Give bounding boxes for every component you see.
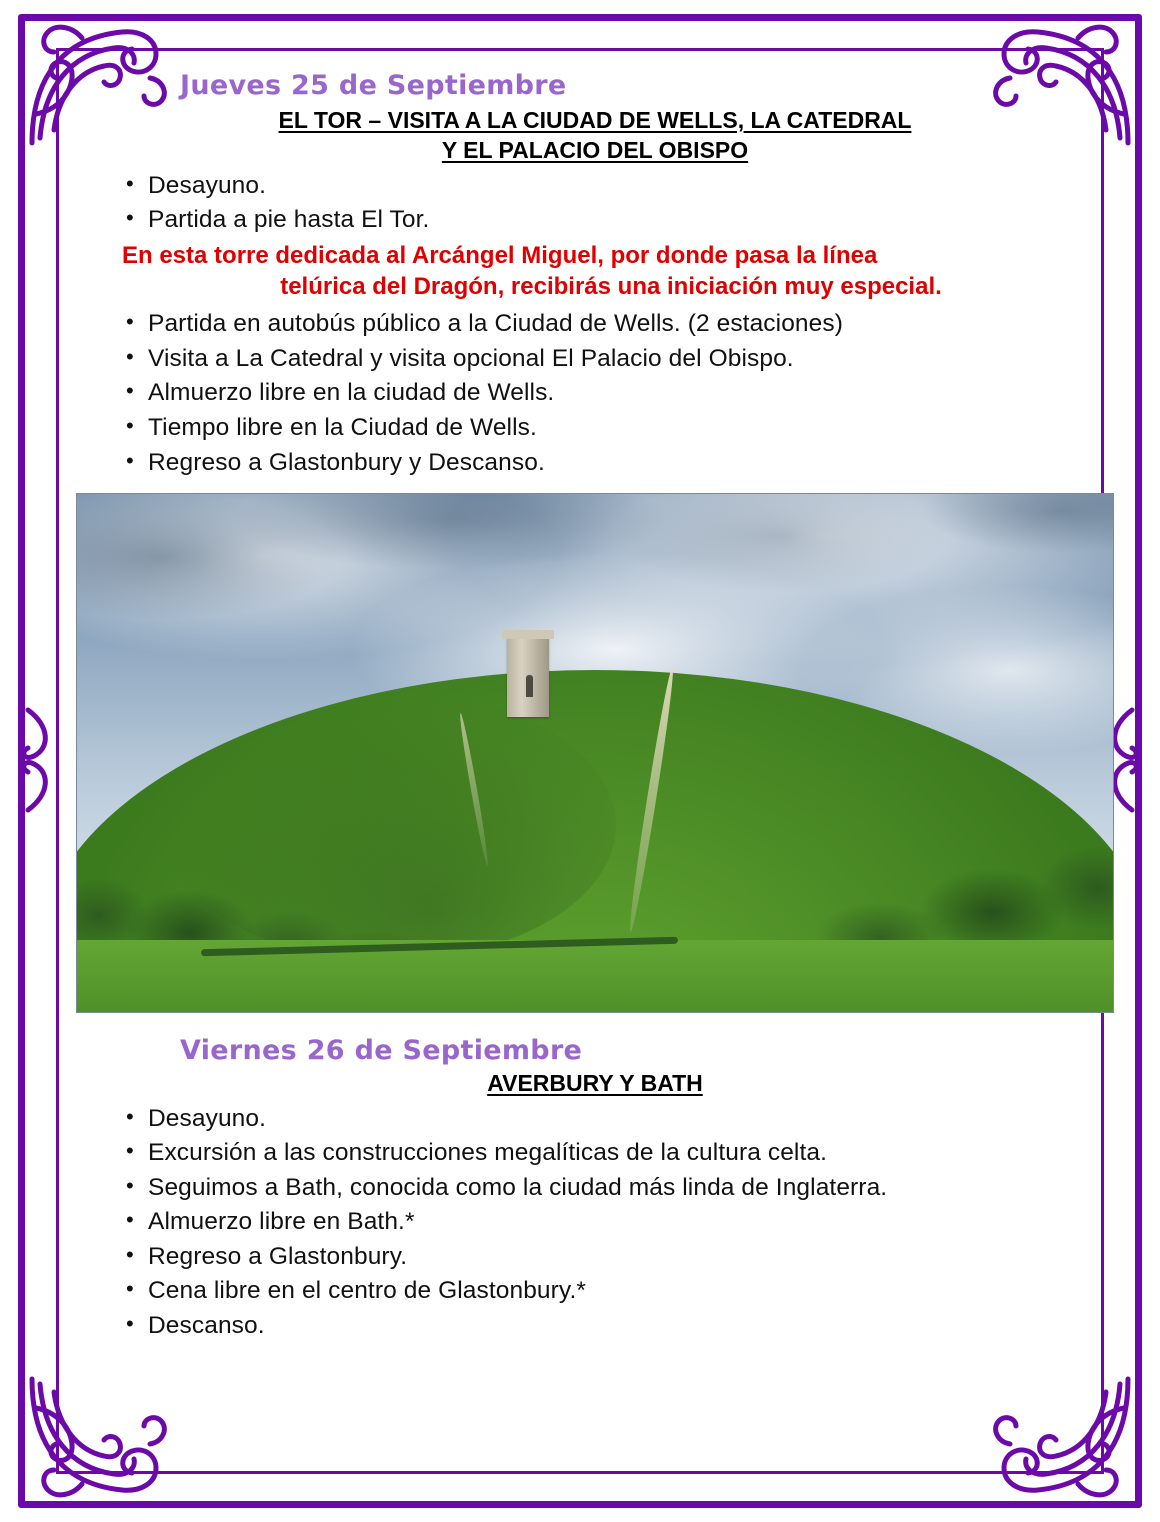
activity-list-thursday-top (72, 170, 1088, 237)
section-heading-line1: EL TOR – VISITA A LA CIUDAD DE WELLS, LA CATEDRAL (278, 107, 912, 133)
highlight-note-line2: telúrica del Dragón, recibirás una iniciación muy especial. (280, 272, 942, 300)
list-item: • Visita a La Catedral y visita opcional El Palacio del Obispo. (126, 343, 1088, 376)
section-heading-line1: AVERBURY Y BATH (487, 1070, 703, 1097)
side-flourish-icon (20, 700, 66, 820)
day-title-friday: Viernes 26 de Septiembre (180, 1035, 583, 1067)
list-item: • Descanso. (126, 1310, 1088, 1343)
list-item: • Almuerzo libre en la ciudad de Wells. (126, 377, 1088, 410)
day-title-thursday: Jueves 25 de Septiembre (180, 70, 567, 101)
activity-list-friday (72, 1103, 1088, 1343)
list-item: • Seguimos a Bath, conocida como la ciudad más linda de Inglaterra. (126, 1172, 1088, 1205)
itinerary-section-thursday (72, 70, 1088, 1013)
list-item: • Almuerzo libre en Bath.* (126, 1206, 1088, 1239)
list-item: • Regreso a Glastonbury y Descanso. (126, 447, 1088, 480)
list-item: • Partida en autobús público a la Ciudad de Wells. (2 estaciones) (126, 308, 1088, 341)
list-item: • Desayuno. (126, 170, 1088, 203)
highlight-note-line1: En esta torre dedicada al Arcángel Miguel, por donde pasa la línea (122, 241, 878, 269)
photo-tower (507, 637, 549, 717)
section-heading-line2: Y EL PALACIO DEL OBISPO (441, 137, 749, 164)
itinerary-content (72, 70, 1088, 1450)
list-item: • Tiempo libre en la Ciudad de Wells. (126, 412, 1088, 445)
list-item: • Cena libre en el centro de Glastonbury.* (126, 1275, 1088, 1308)
highlight-note (72, 241, 1088, 302)
section-heading-thursday (72, 105, 1088, 166)
photo-tower-window (526, 675, 533, 697)
activity-list-thursday-bottom (72, 308, 1088, 479)
list-item: • Desayuno. (126, 1103, 1088, 1136)
itinerary-section-friday (72, 1035, 1088, 1342)
section-heading-friday (72, 1068, 1088, 1098)
photo-glastonbury-tor (76, 493, 1114, 1013)
list-item: • Partida a pie hasta El Tor. (126, 204, 1088, 237)
list-item: • Excursión a las construcciones megalíticas de la cultura celta. (126, 1137, 1088, 1170)
list-item: • Regreso a Glastonbury. (126, 1241, 1088, 1274)
